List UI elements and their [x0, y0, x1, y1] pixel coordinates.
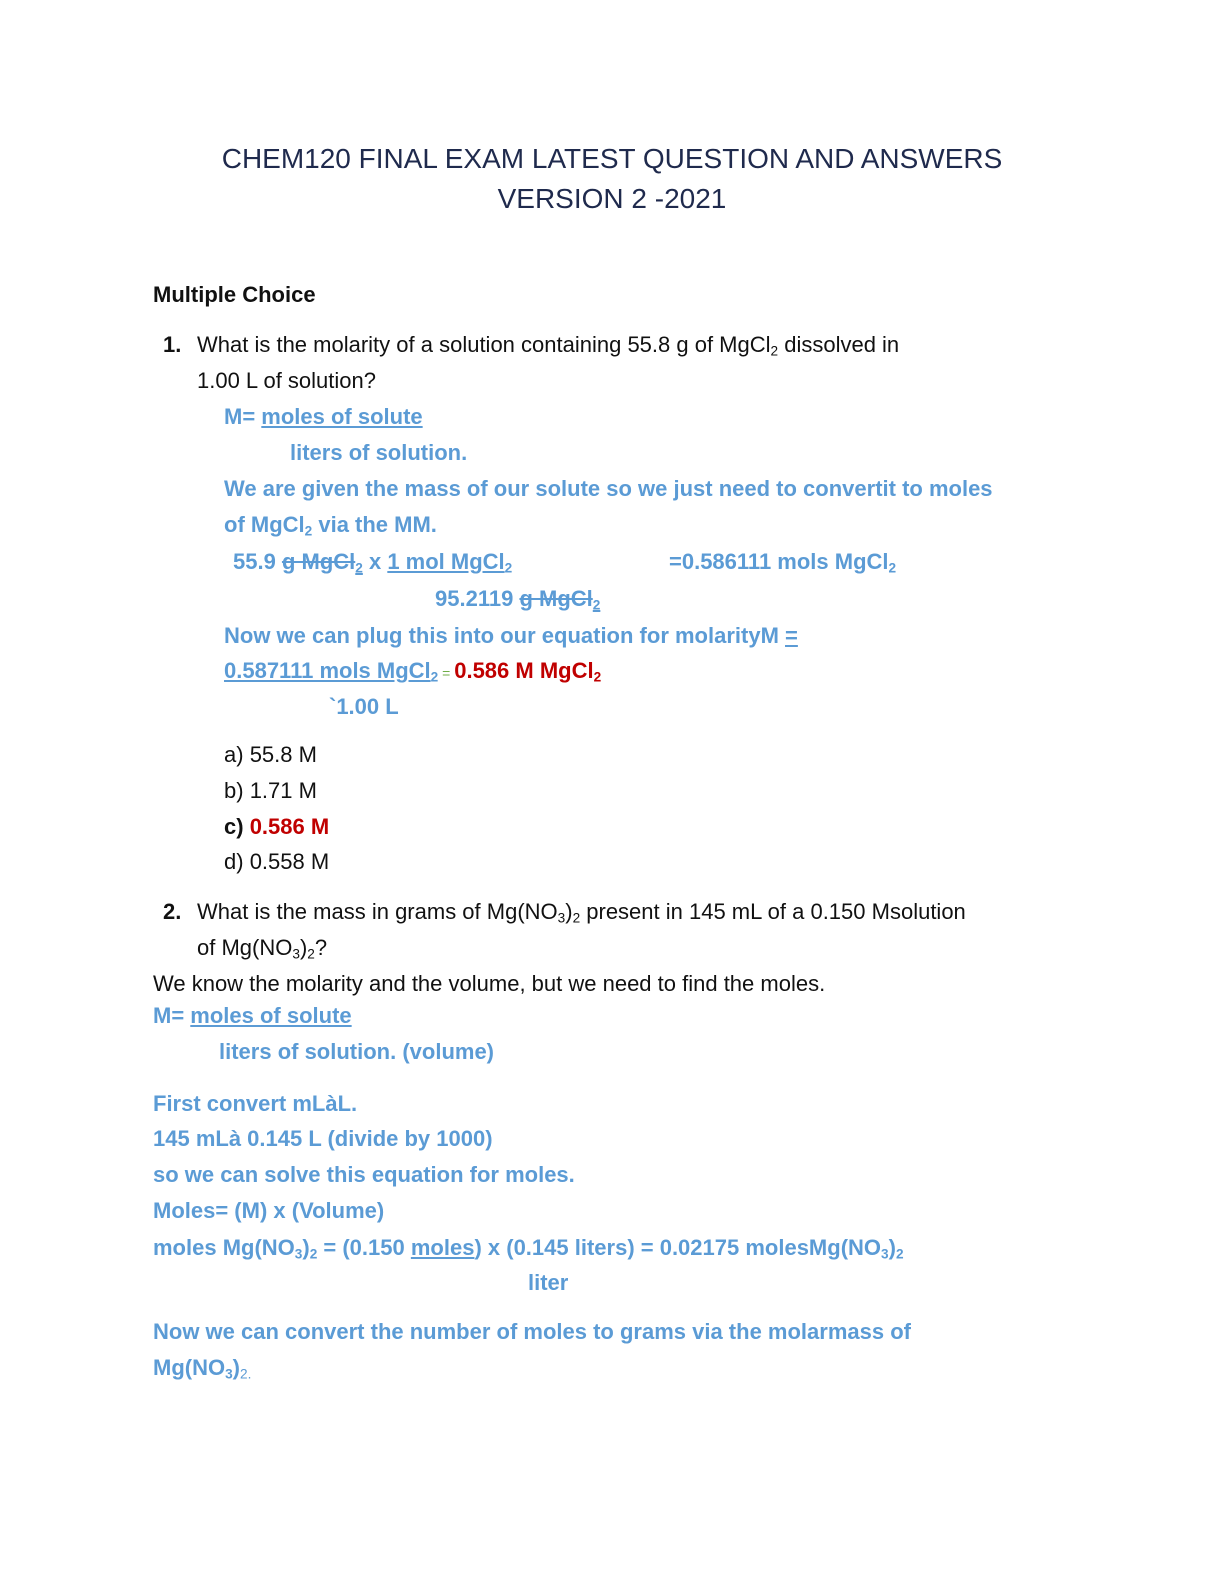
- q1-calc-unit-struck: [282, 549, 363, 574]
- q2-text2-c: ?: [314, 935, 328, 960]
- q1-plug2-answer-text: 0.586 M MgCl: [454, 658, 594, 683]
- q2-step5-sub2: 2: [309, 1246, 318, 1262]
- q1-option-c: [224, 814, 329, 840]
- q1-calc-result-text: =0.586111 mols MgCl: [669, 549, 889, 574]
- q1-option-d-text: 0.558 M: [249, 849, 330, 874]
- q2-text-b-sub: 2: [572, 910, 581, 926]
- q2-step7-b: ): [232, 1355, 240, 1380]
- q1-option-b-label: b): [224, 778, 244, 803]
- q2-step-5: [153, 1235, 904, 1261]
- q1-plug-denominator: `1.00 L: [329, 694, 399, 719]
- q2-text2-sub: 3: [292, 946, 300, 962]
- q2-step-2: 145 mLà 0.145 L (divide by 1000): [153, 1126, 493, 1151]
- q2-text2-b: ): [299, 935, 308, 960]
- q2-step5-d: ) x (0.145 liters) = 0.02175 molesMg(NO: [474, 1235, 882, 1260]
- q2-step5-sub: 3: [294, 1246, 303, 1262]
- question-1-text-line2: 1.00 L of solution?: [197, 368, 376, 393]
- q2-text-a-sub: 3: [557, 910, 566, 926]
- q1-plug2-num: [224, 658, 438, 683]
- q1-calc-numerator-line: [233, 549, 512, 575]
- q2-formula-numerator: moles of solute: [190, 1003, 352, 1028]
- q1-calc-mass: 55.9: [233, 549, 282, 574]
- q1-calc-num-text: 1 mol MgCl: [387, 549, 505, 574]
- question-1-number: 1.: [163, 332, 182, 357]
- q2-formula-denominator: liters of solution. (volume): [219, 1039, 495, 1064]
- q1-calc-den-sub: 2: [592, 597, 601, 613]
- q2-formula-numerator-line: [153, 1003, 352, 1029]
- q1-text-a-sub: 2: [770, 343, 779, 359]
- page-title-line2: VERSION 2 -2021: [497, 183, 727, 214]
- section-heading: Multiple Choice: [153, 282, 316, 307]
- q2-formula-prefix: M=: [153, 1003, 191, 1028]
- q1-calc-unit-text: g MgCl: [281, 549, 356, 574]
- q1-text-b: dissolved in: [778, 332, 900, 357]
- q1-calc-unit-sub: 2: [355, 560, 363, 576]
- q1-plug2-num-text: 0.587111 mols MgCl: [224, 658, 431, 683]
- q2-step5-b: ): [302, 1235, 310, 1260]
- q1-option-a-label: a): [224, 742, 244, 767]
- q2-step5-sub4: 2: [895, 1246, 904, 1262]
- q1-option-b: [224, 778, 317, 804]
- q1-plug-line: [224, 623, 798, 649]
- q1-plug2-num-sub: 2: [430, 669, 439, 685]
- q1-option-c-text: 0.586 M: [249, 814, 330, 839]
- q2-step5-c: = (0.150: [317, 1235, 411, 1260]
- q2-step5-a: moles Mg(NO: [153, 1235, 295, 1260]
- q1-explanation-line2: [224, 512, 437, 538]
- q1-formula-numerator: moles of solute: [261, 404, 423, 429]
- q1-option-d-label: d): [224, 849, 244, 874]
- q2-step7-sub2: 2.: [240, 1366, 252, 1382]
- q2-known-statement: We know the molarity and the volume, but we need to find the moles.: [153, 971, 826, 996]
- q1-calc-num-sub: 2: [504, 560, 513, 576]
- q2-step-7: [153, 1355, 251, 1381]
- q1-calc-times: x: [362, 549, 388, 574]
- q2-text2-sub2: 2: [307, 946, 315, 962]
- q2-text2-a: of Mg(NO: [197, 935, 293, 960]
- q2-step7-sub: 3: [225, 1366, 233, 1382]
- q2-text-b: ): [565, 899, 573, 924]
- q1-option-b-text: 1.71 M: [249, 778, 317, 803]
- q1-calc-den-struck: [519, 586, 600, 611]
- q1-calc-den-text: 95.2119: [435, 586, 520, 611]
- q1-plug-eq: =: [785, 623, 798, 648]
- q1-option-a: [224, 742, 317, 768]
- q2-step5-underlined: moles: [410, 1235, 475, 1260]
- q1-option-a-text: 55.8 M: [249, 742, 317, 767]
- q1-calc-result: [669, 549, 896, 575]
- q2-text-a: What is the mass in grams of Mg(NO: [197, 899, 558, 924]
- q1-calc-result-sub: 2: [888, 560, 897, 576]
- q2-step5-sub3: 3: [881, 1246, 889, 1262]
- q1-formula-numerator-line: [224, 404, 423, 430]
- q1-explain2-a: of MgCl: [224, 512, 305, 537]
- page-title-line1: CHEM120 FINAL EXAM LATEST QUESTION AND ANSWERS: [221, 143, 1003, 174]
- q1-explanation-line1: We are given the mass of our solute so we just need to convertit to moles: [224, 476, 993, 501]
- q1-formula-denominator: liters of solution.: [290, 440, 468, 465]
- q1-plug2-answer-sub: 2: [593, 669, 602, 685]
- q2-step7-a: Mg(NO: [153, 1355, 226, 1380]
- q2-step-6: Now we can convert the number of moles to grams via the molarmass of: [153, 1319, 911, 1344]
- question-2-text-line2: [197, 935, 327, 961]
- q1-plug-a: Now we can plug this into our equation for molarityM: [224, 623, 786, 648]
- q2-text-c: present in 145 mL of a 0.150 Msolution: [580, 899, 966, 924]
- q1-option-d: [224, 849, 329, 875]
- q1-explain2-b: via the MM.: [312, 512, 437, 537]
- question-2-text: [197, 899, 966, 925]
- q2-step-4: Moles= (M) x (Volume): [153, 1198, 385, 1223]
- q1-calc-den-struck-text: g MgCl: [519, 586, 593, 611]
- q1-explain2-sub: 2: [304, 523, 313, 539]
- q1-plug2-answer: [454, 658, 601, 683]
- q1-text-a: What is the molarity of a solution containing 55.8 g of MgCl: [197, 332, 771, 357]
- q1-plug-result-line: [224, 658, 601, 684]
- q2-step-5-denominator: liter: [528, 1270, 569, 1295]
- q2-step-3: so we can solve this equation for moles.: [153, 1162, 575, 1187]
- q2-step-1: First convert mLàL.: [153, 1091, 358, 1116]
- q1-calc-num: [387, 549, 512, 574]
- question-1-text: [197, 332, 899, 358]
- question-2-number: 2.: [163, 899, 182, 924]
- q2-step5-e: ): [888, 1235, 896, 1260]
- q1-calc-denominator: [435, 586, 600, 612]
- q1-formula-prefix: M=: [224, 404, 262, 429]
- q1-plug2-eq: =: [438, 665, 455, 681]
- q1-option-c-label: c): [224, 814, 244, 839]
